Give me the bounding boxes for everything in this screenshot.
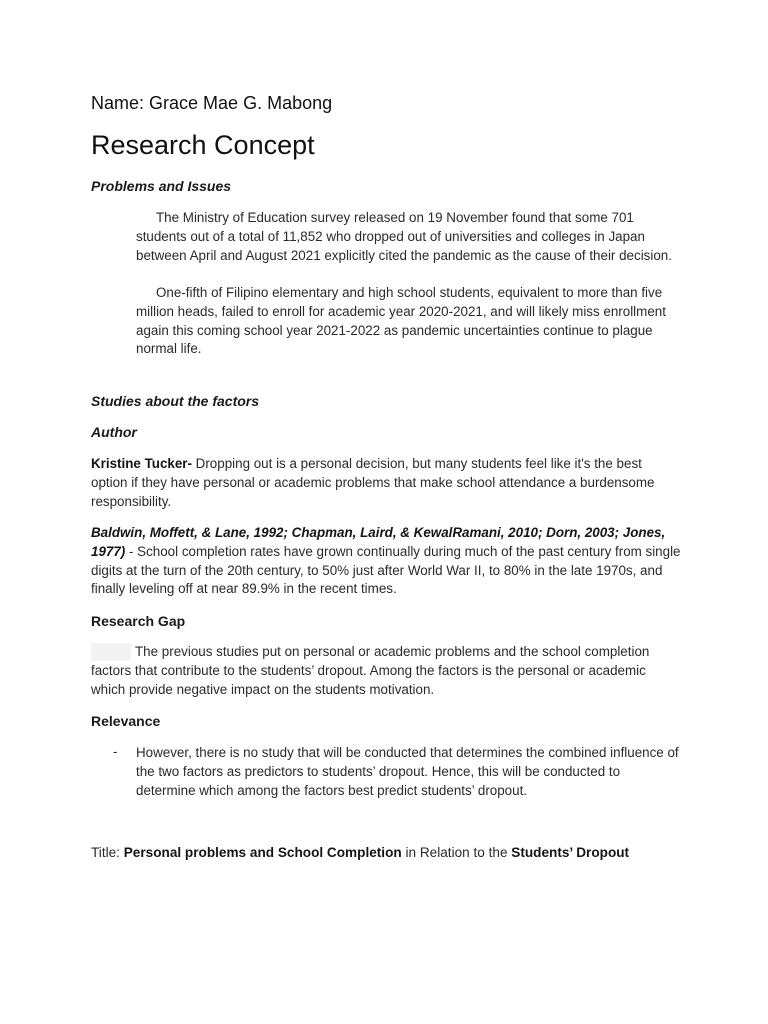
title-part-2: in Relation to the bbox=[401, 845, 512, 860]
title-part-1: Personal problems and School Completion bbox=[123, 845, 402, 860]
research-title-line bbox=[91, 845, 629, 860]
study-1-text: Dropping out is a personal decision, but many students feel like it's the best option if they have personal or academic problems that make school attendance a burdensome responsibility. bbox=[91, 456, 655, 509]
title-part-3: Students’ Dropout bbox=[511, 845, 630, 860]
author-heading: Author bbox=[91, 424, 137, 440]
problems-heading: Problems and Issues bbox=[91, 178, 232, 194]
problems-paragraph-1: The Ministry of Education survey released on 19 November found that some 701 students out of a total of 11,852 who dropped out of universities and colleges in Japan between April and August 2021 explicitly cited the pandemic as the cause of their decision. bbox=[136, 210, 672, 263]
title-label: Title: bbox=[91, 845, 124, 860]
study-2-author: Baldwin, Moffett, & Lane, 1992; Chapman, Laird, & KewalRamani, 2010; Dorn, 2003; Jones, 1977) bbox=[91, 525, 666, 559]
study-2-text: - School completion rates have grown continually during much of the past century from single digits at the turn of the 20th century, to 50% just after World War II, to 80% in the late 1970s, and finally leveling off at near 89.9% in the recent times. bbox=[91, 543, 681, 597]
study-2-paragraph bbox=[91, 524, 681, 599]
page-title: Research Concept bbox=[91, 130, 315, 160]
relevance-bullet: - bbox=[113, 744, 118, 759]
relevance-heading: Relevance bbox=[91, 713, 161, 729]
name-value: Grace Mae G. Mabong bbox=[149, 93, 333, 113]
study-1-author: Kristine Tucker- bbox=[91, 456, 192, 471]
author-name-line bbox=[91, 93, 332, 114]
research-gap-heading: Research Gap bbox=[91, 613, 186, 629]
research-gap-paragraph: The previous studies put on personal or academic problems and the school completion factors that contribute to the students’ dropout. Among the factors is the personal or academic which provide negative impact on the students motivation. bbox=[91, 644, 650, 697]
study-1-paragraph bbox=[91, 455, 681, 511]
name-label: Name: bbox=[91, 93, 150, 113]
relevance-paragraph: However, there is no study that will be conducted that determines the combined influence of the two factors as predictors to students’ dropout. Hence, this will be conducted to determine which among the factors best predict students’ dropout. bbox=[136, 745, 679, 798]
studies-heading: Studies about the factors bbox=[91, 393, 260, 409]
problems-paragraph-2: One-fifth of Filipino elementary and high school students, equivalent to more than five million heads, failed to enroll for academic year 2020-2021, and will likely miss enrollment again this coming school year 2021-2022 as pandemic uncertainties continue to plague normal life. bbox=[136, 285, 666, 357]
